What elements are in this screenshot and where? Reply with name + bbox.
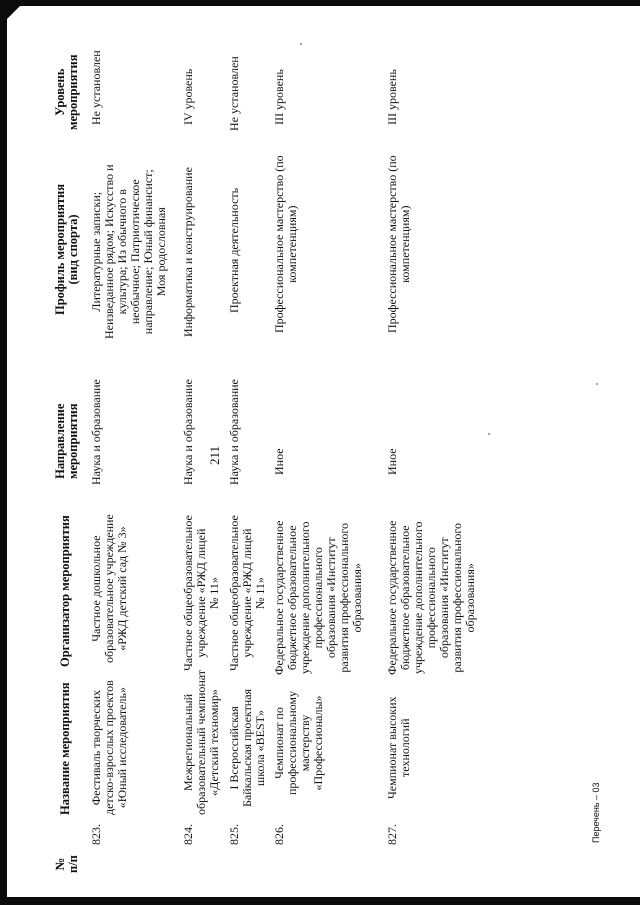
row-827-organizer: Федеральное государственное бюджетное образовательное учреждение дополнительного профессионального образования «Институт развития профессионального образования» (385, 520, 477, 675)
page-number: 211 (207, 445, 222, 465)
row-825-organizer: Частное общеобразовательное учреждение «РЖД лицей № 11» (227, 515, 267, 671)
row-826-organizer: Федеральное государственное бюджетное образовательное учреждение дополнительного профессионального образования «Институт развития профессионального образования» (272, 520, 364, 675)
footer-note: Перечень – 03 (591, 782, 601, 843)
row-825-direction: Наука и образование (227, 379, 241, 485)
row-823-direction: Наука и образование (89, 379, 103, 485)
header-num: № п/п (53, 855, 80, 873)
row-826-level: III уровень (272, 69, 286, 125)
row-823-num: 823. (89, 824, 103, 845)
row-825-level: Не установлен (227, 56, 241, 131)
row-824-name: Межрегиональный образовательный чемпионат «Детский техномир» (181, 669, 221, 815)
row-823-name: Фестиваль творческих детско-взрослых проектов «Юный исследователь» (89, 680, 129, 815)
row-824-num: 824. (181, 824, 195, 845)
row-827-num: 827. (385, 824, 399, 845)
row-823-profile: Литературные записки; Неизведанное рядом; Искусство и культура; Из обычного в необычное; Патриотическое направление; Юный финансист; Моя родословная (89, 164, 168, 339)
row-827-level: III уровень (385, 69, 399, 125)
row-826-name: Чемпионат по профессиональному мастерству «Профессионалы» (272, 691, 325, 795)
header-profile: Профиль мероприятия (вид спорта) (53, 183, 80, 315)
scan-speck (596, 383, 598, 385)
row-825-name: I Всероссийская Байкальская проектная школа «BEST» (227, 688, 267, 807)
row-827-profile: Профессиональное мастерство (по компетенциям) (385, 155, 412, 333)
row-825-profile: Проектная деятельность (227, 187, 241, 313)
row-823-level: Не установлен (89, 50, 103, 125)
row-827-name: Чемпионат высоких технологий (385, 696, 412, 799)
scan-speck (488, 433, 490, 435)
row-824-level: IV уровень (181, 68, 195, 125)
row-827-direction: Иное (385, 448, 399, 475)
row-824-direction: Наука и образование (181, 379, 195, 485)
header-organizer: Организатор мероприятия (58, 515, 72, 667)
row-824-organizer: Частное общеобразовательное учреждение «РЖД лицей № 11» (181, 515, 221, 671)
row-826-num: 826. (272, 824, 286, 845)
header-direction: Направление мероприятия (53, 403, 80, 479)
row-823-organizer: Частное дошкольное образовательное учреждение «РЖД детский сад № 3» (89, 514, 129, 663)
row-825-num: 825. (227, 824, 241, 845)
scan-speck (300, 43, 302, 45)
header-name: Название мероприятия (58, 682, 72, 815)
row-826-direction: Иное (272, 448, 286, 475)
row-824-profile: Информатика и конструирование (181, 167, 195, 337)
header-level: Уровень мероприятия (53, 54, 80, 130)
row-826-profile: Профессиональное мастерство (по компетенциям) (272, 155, 299, 333)
